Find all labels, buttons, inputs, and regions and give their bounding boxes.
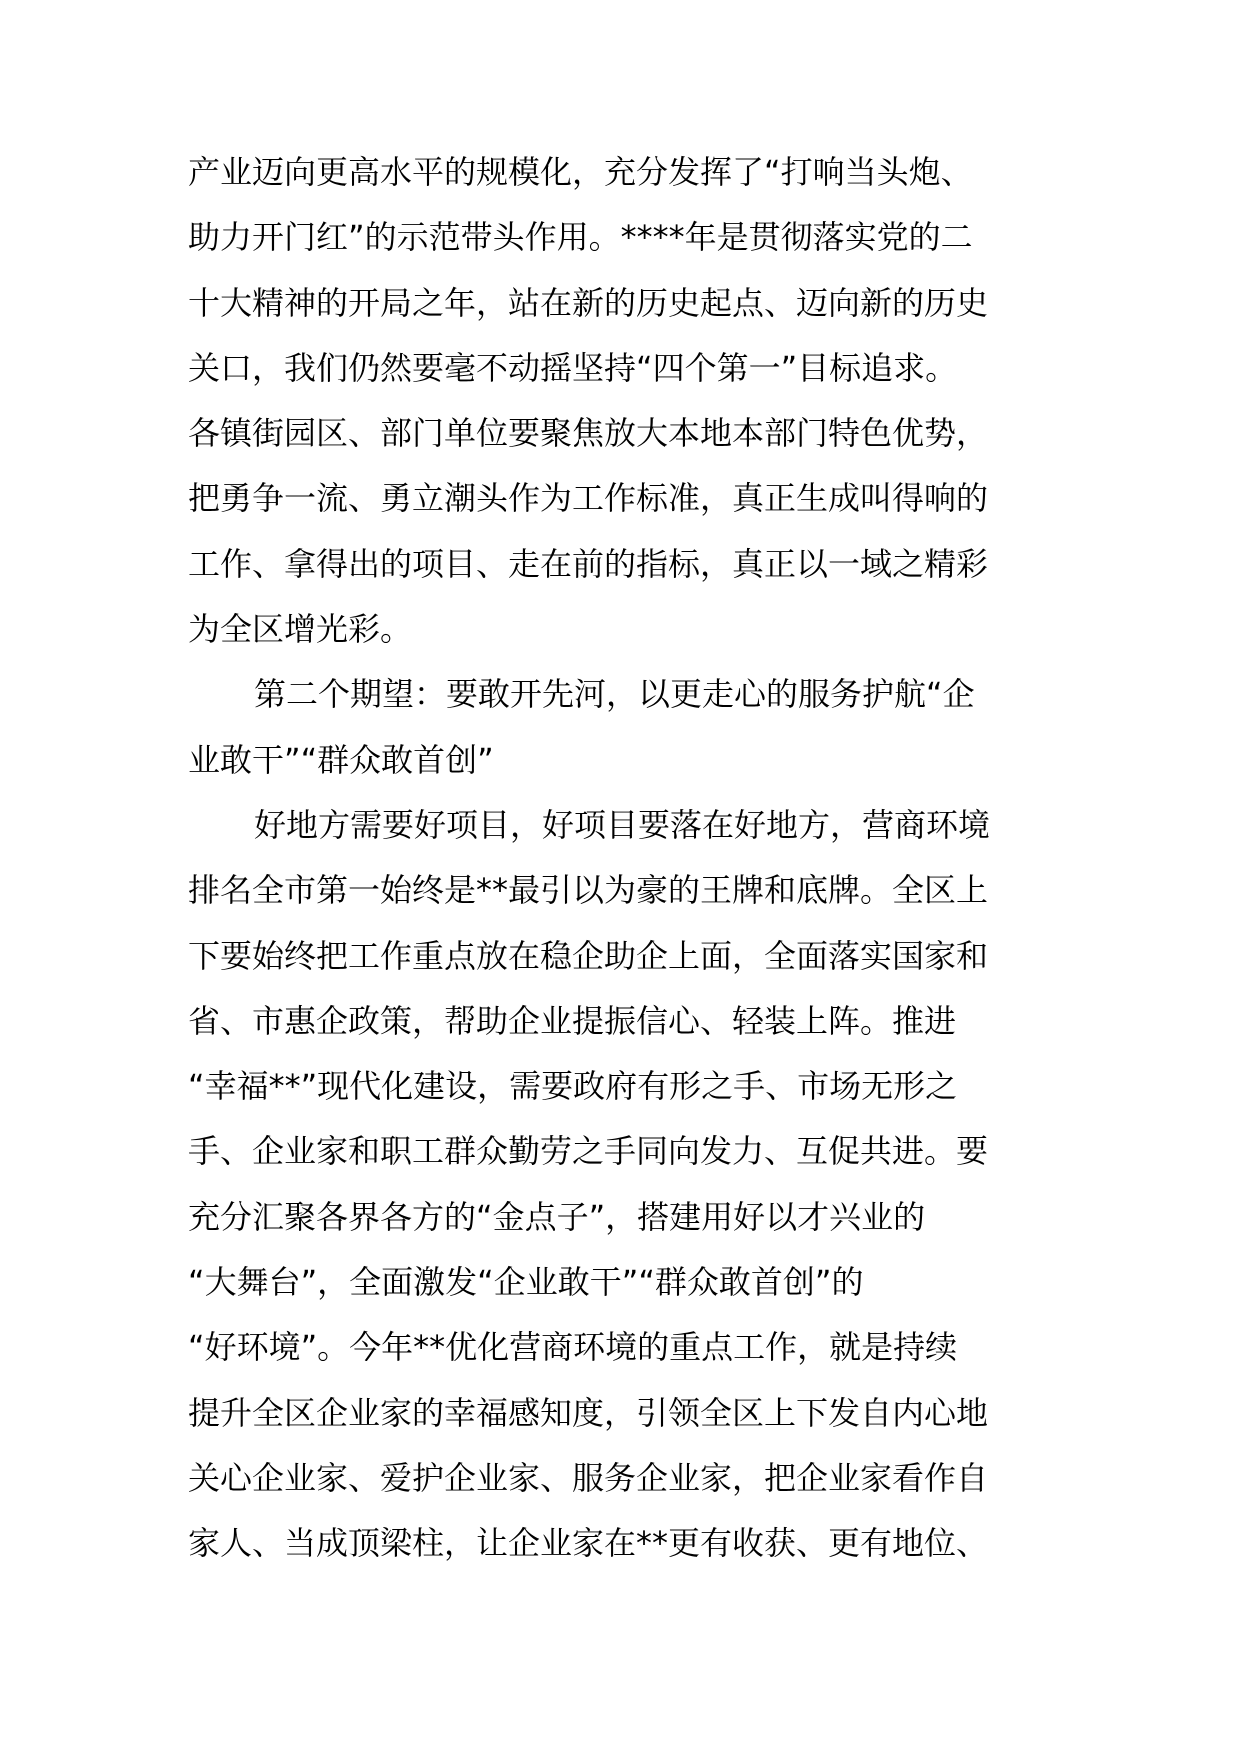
text-line: “幸福**”现代化建设，需要政府有形之手、市场无形之 xyxy=(188,1067,958,1106)
text-line: 关心企业家、爱护企业家、服务企业家，把企业家看作自 xyxy=(188,1458,989,1497)
text-line: 充分汇聚各界各方的“金点子”，搭建用好以才兴业的 xyxy=(188,1197,926,1236)
paragraph-2-heading xyxy=(188,662,1058,793)
text-line: 业敢干”“群众敢首创” xyxy=(188,740,494,779)
paragraph-1 xyxy=(188,140,1058,662)
text-line: 各镇街园区、部门单位要聚焦放大本地本部门特色优势， xyxy=(188,414,989,453)
text-line: 工作、拿得出的项目、走在前的指标，真正以一域之精彩 xyxy=(188,544,989,583)
paragraph-3 xyxy=(188,793,1058,1577)
text-line: 手、企业家和职工群众勤劳之手同向发力、互促共进。要 xyxy=(188,1132,989,1171)
text-line: 家人、当成顶梁柱，让企业家在**更有收获、更有地位、 xyxy=(188,1524,989,1563)
text-line: 产业迈向更高水平的规模化，充分发挥了“打响当头炮、 xyxy=(188,153,973,191)
text-line: 好地方需要好项目，好项目要落在好地方，营商环境 xyxy=(254,805,991,844)
text-line: “好环境”。今年**优化营商环境的重点工作，就是持续 xyxy=(188,1328,958,1367)
text-line: 助力开门红”的示范带头作用。****年是贯彻落实党的二 xyxy=(188,218,973,257)
text-line: 关口，我们仍然要毫不动摇坚持“四个第一”目标追求。 xyxy=(188,348,958,387)
text-line: 为全区增光彩。 xyxy=(188,610,413,649)
text-line: 提升全区企业家的幸福感知度，引领全区上下发自内心地 xyxy=(188,1393,989,1432)
document-body xyxy=(188,140,1058,1577)
text-line: 十大精神的开局之年，站在新的历史起点、迈向新的历史 xyxy=(188,283,989,322)
text-line: 省、市惠企政策，帮助企业提振信心、轻装上阵。推进 xyxy=(188,1001,957,1040)
text-line: 第二个期望：要敢开先河，以更走心的服务护航“企 xyxy=(254,675,975,714)
text-line: “大舞台”，全面激发“企业敢干”“群众敢首创”的 xyxy=(188,1263,864,1302)
text-line: 把勇争一流、勇立潮头作为工作标准，真正生成叫得响的 xyxy=(188,479,989,518)
text-line: 排名全市第一始终是**最引以为豪的王牌和底牌。全区上 xyxy=(188,871,989,910)
text-line: 下要始终把工作重点放在稳企助企上面，全面落实国家和 xyxy=(188,936,989,975)
